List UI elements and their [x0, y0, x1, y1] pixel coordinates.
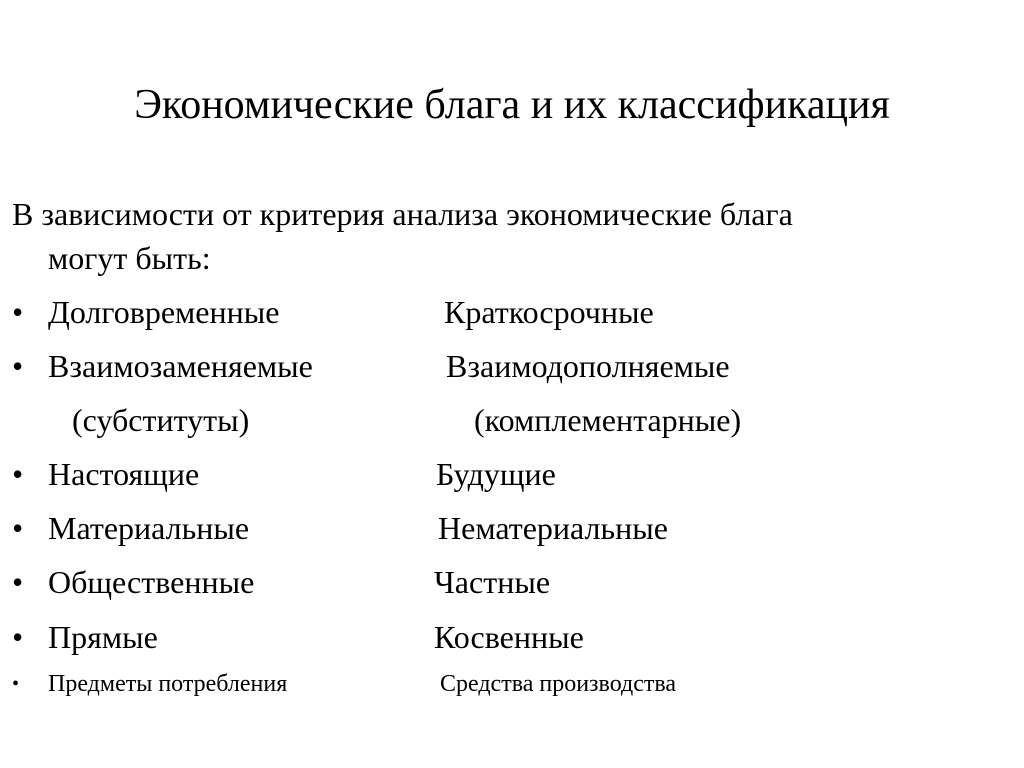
item-right: Будущие: [436, 456, 556, 492]
item-right: Средства производства: [440, 671, 677, 697]
bullet-icon: •: [12, 619, 24, 655]
bullet-icon: •: [12, 348, 24, 384]
slide-title: Экономические блага и их классификация: [134, 82, 890, 128]
intro-line-2: могут быть:: [48, 240, 211, 276]
bullet-icon: •: [12, 673, 20, 695]
item-right: Краткосрочные: [444, 294, 654, 330]
item-left: (субституты): [72, 402, 250, 438]
list-item: [0, 450, 1024, 498]
list-item: [0, 613, 1024, 661]
bullet-icon: •: [12, 456, 24, 492]
list-item: [0, 288, 1024, 336]
list-item: [0, 504, 1024, 552]
list-item: [0, 666, 1024, 702]
item-right: Частные: [434, 564, 551, 600]
bullet-icon: •: [12, 564, 24, 600]
bullet-icon: •: [12, 510, 24, 546]
item-left: Взаимозаменяемые: [48, 348, 313, 384]
intro-line-1: В зависимости от критерия анализа экономические блага: [12, 196, 793, 232]
list-item: [0, 342, 1024, 390]
item-right: (комплементарные): [474, 402, 742, 438]
item-right: Взаимодополняемые: [446, 348, 730, 384]
item-right: Нематериальные: [438, 510, 668, 546]
intro-text: [12, 192, 793, 280]
item-left: Долговременные: [48, 294, 280, 330]
list-item-continuation: [0, 396, 1024, 444]
item-left: Настоящие: [48, 456, 200, 492]
bullet-icon: •: [12, 294, 24, 330]
list-item: [0, 558, 1024, 606]
item-left: Прямые: [48, 619, 158, 655]
item-left: Материальные: [48, 510, 250, 546]
item-left: Общественные: [48, 564, 255, 600]
item-right: Косвенные: [434, 619, 584, 655]
item-left: Предметы потребления: [48, 671, 288, 697]
